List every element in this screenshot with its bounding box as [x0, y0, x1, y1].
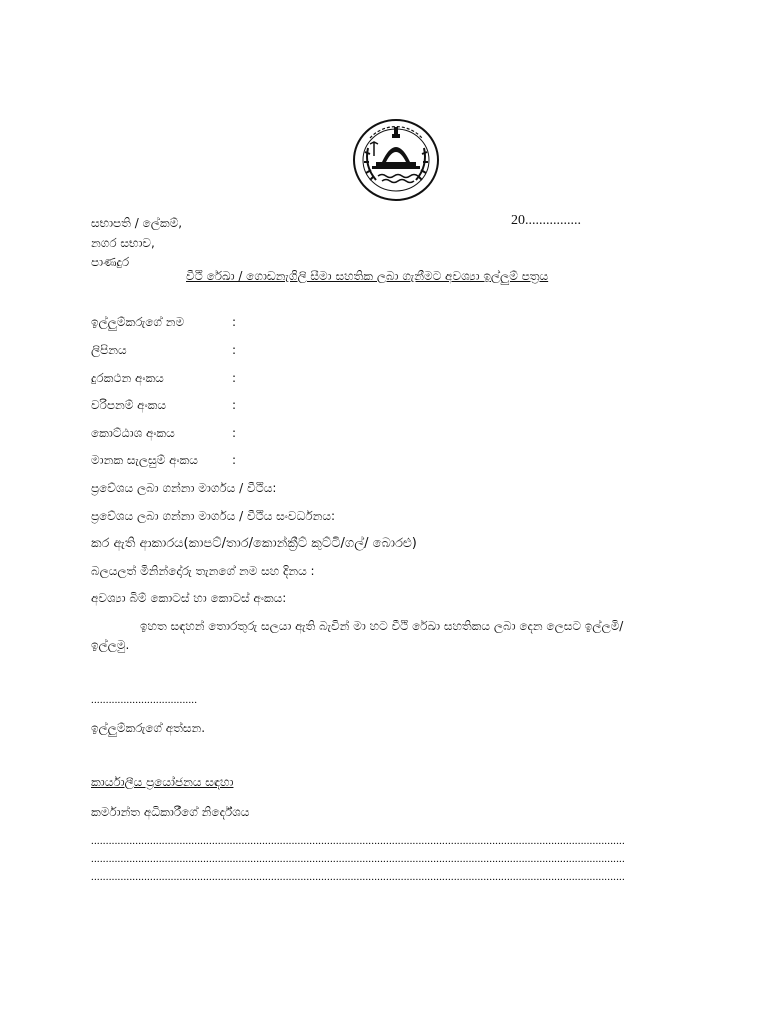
date-field: 20................: [511, 213, 581, 228]
recommendation-dot-line: .....................................................................................................................................................................................: [91, 835, 625, 847]
field-colon: :: [232, 371, 237, 385]
request-paragraph-line-2: ඉල්ලමු.: [91, 638, 130, 652]
recommendation-dot-line: .....................................................................................................................................................................................: [91, 853, 625, 865]
field-colon: :: [232, 343, 237, 357]
recommendation-label: කර්මාන්ත අධිකාරීගේ නිර්දේශය: [91, 805, 250, 819]
field-label-assessment-no: වරිපනම් අංකය: [91, 398, 166, 412]
signature-line: ....................................: [91, 694, 198, 706]
recommendation-dot-line: .....................................................................................................................................................................................: [91, 871, 625, 883]
field-access-road-development: ප්‍රවේශය ලබා ගන්නා මාර්ගය / වීථිය සංවර්ධනය:: [91, 509, 336, 523]
addressee-line-2: නගර සභාව,: [91, 236, 155, 250]
form-title: වීථි රේඛා / ගොඩනැගිලි සීමා සහතික ලබා ගැනීමට අවශ්‍යා ඉල්ලුම් පත්‍රය: [186, 269, 549, 283]
addressee-line-3: පාණදුර: [91, 255, 130, 269]
signature-label: ඉල්ලුම්කරුගේ අත්සන.: [91, 721, 206, 735]
field-colon: :: [232, 453, 237, 467]
field-label-phone: දුරකථන අංකය: [91, 371, 164, 385]
field-colon: :: [232, 426, 237, 440]
office-use-heading: කාර්යාලීය ප්‍රයෝජනය සඳහා: [91, 775, 234, 789]
field-label-plan-no: මානක සැලසුම් අංකය: [91, 453, 198, 467]
field-label-ward-no: කොට්ඨාශ අංකය: [91, 426, 175, 440]
field-colon: :: [232, 315, 237, 329]
field-surveyor-name-date: බලයලත් මිනින්දෝරු තැනගේ නම සහ දිනය :: [91, 564, 315, 578]
field-surface-type: කර ඇති ආකාරය(කාපට්/තාර/කොන්ක්‍රීට් කුට්ටි/ගල්/ බොරළු): [91, 536, 417, 551]
field-access-road: ප්‍රවේශය ලබා ගන්නා මාර්ගය / වීථිය:: [91, 481, 277, 495]
field-label-address: ලිපිනය: [91, 343, 127, 357]
request-paragraph-line-1: ඉහත සඳහන් තොරතුරු සලයා ඇති බැවින් මා හට වීථි රේඛා සහතිකය ලබා දෙන ලෙසට ඉල්ලමි/: [140, 619, 624, 633]
municipal-council-seal: [352, 118, 440, 202]
field-colon: :: [232, 398, 237, 412]
field-land-lot-number: අවශ්‍යා බිම් කොටස් හා කොටස් අංකය:: [91, 591, 287, 605]
addressee-line-1: සභාපති / ලේකම්,: [91, 216, 183, 230]
field-label-applicant-name: ඉල්ලුම්කරුගේ නම: [91, 315, 185, 329]
